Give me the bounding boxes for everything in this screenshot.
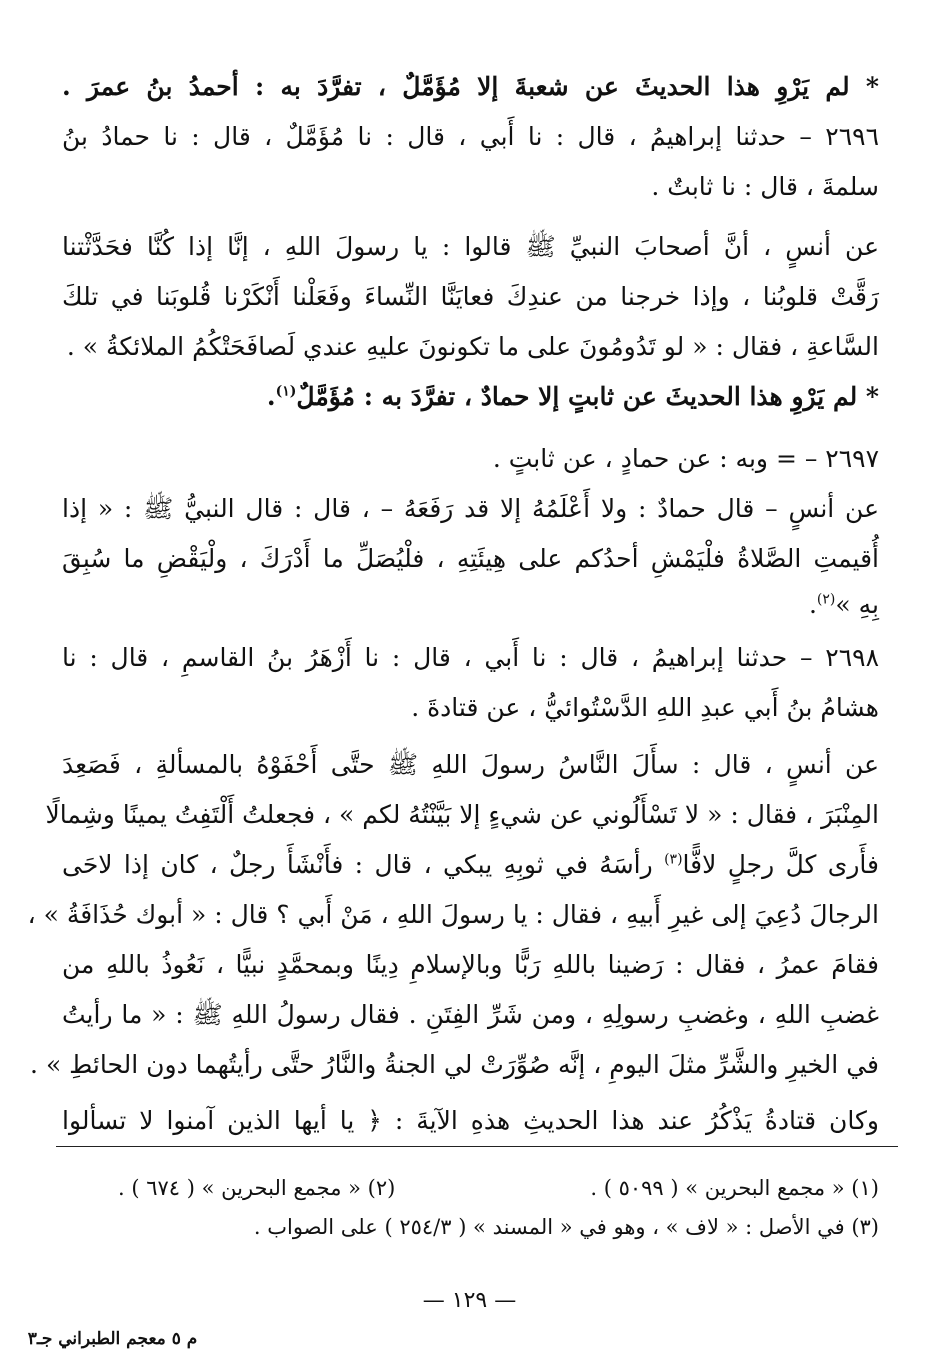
hadith-2697-line: ٢٦٩٧ – = وبه : عن حمادٍ ، عن ثابتٍ . bbox=[492, 444, 879, 473]
text-line: المِنْبَرَ ، فقال : « لا تَسْأَلُوني عن شيءٍ إلا بَيَّنْتُهُ لكم » ، فجعلتُ أَلْتَفِتُ يمينًا وشِمالًا bbox=[45, 800, 879, 829]
text-line: في الخيرِ والشَّرِّ مثلَ اليومِ ، إنَّه صُوِّرَتْ لي الجنةُ والنَّارُ حتَّى رأيتُهما دون الحائطِ » . bbox=[30, 1050, 879, 1079]
text-line: غضبِ اللهِ ، وغضبِ رسولِهِ ، ومن شَرِّ الفِتَنِ . فقال رسولُ اللهِ ﷺ : « ما رأيتُ bbox=[62, 1000, 879, 1029]
text-line: السَّاعةِ ، فقال : « لو تَدُومُونَ على ما تكونونَ عليهِ عندي لَصافَحَتْكُمُ الملائكةُ » . bbox=[66, 332, 879, 361]
note-line bbox=[267, 384, 879, 409]
text-fragment: بِهِ » bbox=[835, 590, 879, 619]
footnote-mark: (٢) bbox=[816, 591, 836, 608]
text-line bbox=[809, 592, 879, 617]
punctuation: . bbox=[266, 382, 276, 411]
text-line: وكان قتادةُ يَذْكُرُ عند هذا الحديثِ هذهِ الآيةَ : ﴿ يا أيها الذين آمنوا لا تسألوا bbox=[62, 1106, 879, 1135]
footnote-mark: (٣) bbox=[664, 851, 683, 868]
footnote-mark: (١) bbox=[275, 383, 297, 400]
text-line: عن أنسٍ – قال حمادٌ : ولا أَعْلَمُهُ إلا قد رَفَعَهُ – ، قال : قال النبيُّ ﷺ : « إذا bbox=[62, 494, 879, 523]
text-line: هشامُ بنُ أَبي عبدِ اللهِ الدَّسْتُوائيُّ ، عن قتادةَ . bbox=[411, 693, 879, 722]
text-line: عن أنسٍ ، أنَّ أصحابَ النبيِّ ﷺ قالوا : يا رسولَ اللهِ ، إنَّا إذا كُنَّا فحَدَّثْتنا bbox=[62, 232, 879, 261]
text-line: رَقَّتْ قلوبُنا ، وإذا خرجنا من عندِكَ فعايَنَّا النِّساءَ وفَعَلْنا أَنْكَرْنا قُلوبَنا في تلكَ bbox=[62, 282, 879, 311]
footnote-separator bbox=[56, 1146, 898, 1147]
text-line: الرجالَ دُعِيَ إلى غيرِ أَبيهِ ، فقال : يا رسولَ اللهِ ، مَنْ أَبي ؟ قال : « أبوك حُذَافَةُ » ، bbox=[27, 900, 879, 929]
signature-mark: م ٥ معجم الطبراني جـ٣ bbox=[27, 1329, 198, 1349]
footnote-3: (٣) في الأصل : « لاف » ، وهو في « المسند » ( ٢٥٤/٣ ) على الصواب . bbox=[253, 1215, 879, 1239]
hadith-2698-line: ٢٦٩٨ – حدثنا إبراهيمُ ، قال : نا أَبي ، قال : نا أَزْهَرُ بنُ القاسمِ ، قال : نا bbox=[62, 643, 879, 672]
text-fragment: فأَرى كلَّ رجلٍ لافًّا bbox=[682, 850, 879, 879]
footnote-2: (٢) « مجمع البحرين » ( ٦٧٤ ) . bbox=[118, 1176, 396, 1200]
text-line: سلمةَ ، قال : نا ثابتٌ . bbox=[651, 172, 879, 201]
text-line: فقامَ عمرُ ، فقال : رَضينا باللهِ رَبًّا وبالإسلامِ دِينًا وبمحمَّدٍ نبيًّا ، نَعُوذُ باللهِ من bbox=[62, 950, 879, 979]
text-fragment: رأسَهُ في ثوبِهِ يبكي ، قال : فأَنْشَأَ رجلٌ ، كان إذا لاحَى bbox=[62, 850, 653, 879]
note-line: * لم يَرْوِ هذا الحديثَ عن شعبةَ إلا مُؤَمَّلٌ ، تفرَّدَ به : أحمدُ بنُ عمرَ . bbox=[62, 72, 879, 101]
punctuation: . bbox=[808, 590, 817, 619]
note-text: * لم يَرْوِ هذا الحديثَ عن ثابتٍ إلا حمادٌ ، تفرَّدَ به : مُؤَمَّلٌ bbox=[296, 382, 879, 411]
page-number: — ١٢٩ — bbox=[422, 1288, 517, 1313]
footnote-1: (١) « مجمع البحرين » ( ٥٠٩٩ ) . bbox=[590, 1176, 879, 1200]
text-line: أُقيمتِ الصَّلاةُ فلْيَمْشِ أحدُكم على هِيئَتِهِ ، فلْيُصَلِّ ما أَدْرَكَ ، ولْيَقْضِ ما سُبِقَ bbox=[62, 544, 879, 573]
text-line: عن أنسٍ ، قال : سأَلَ النَّاسُ رسولَ اللهِ ﷺ حتَّى أَحْفَوْهُ بالمسألةِ ، فَصَعِدَ bbox=[62, 750, 879, 779]
hadith-2696-line: ٢٦٩٦ – حدثنا إبراهيمُ ، قال : نا أَبي ، قال : نا مُؤَمَّلٌ ، قال : نا حمادُ بنُ bbox=[62, 122, 879, 151]
text-line bbox=[62, 852, 879, 877]
